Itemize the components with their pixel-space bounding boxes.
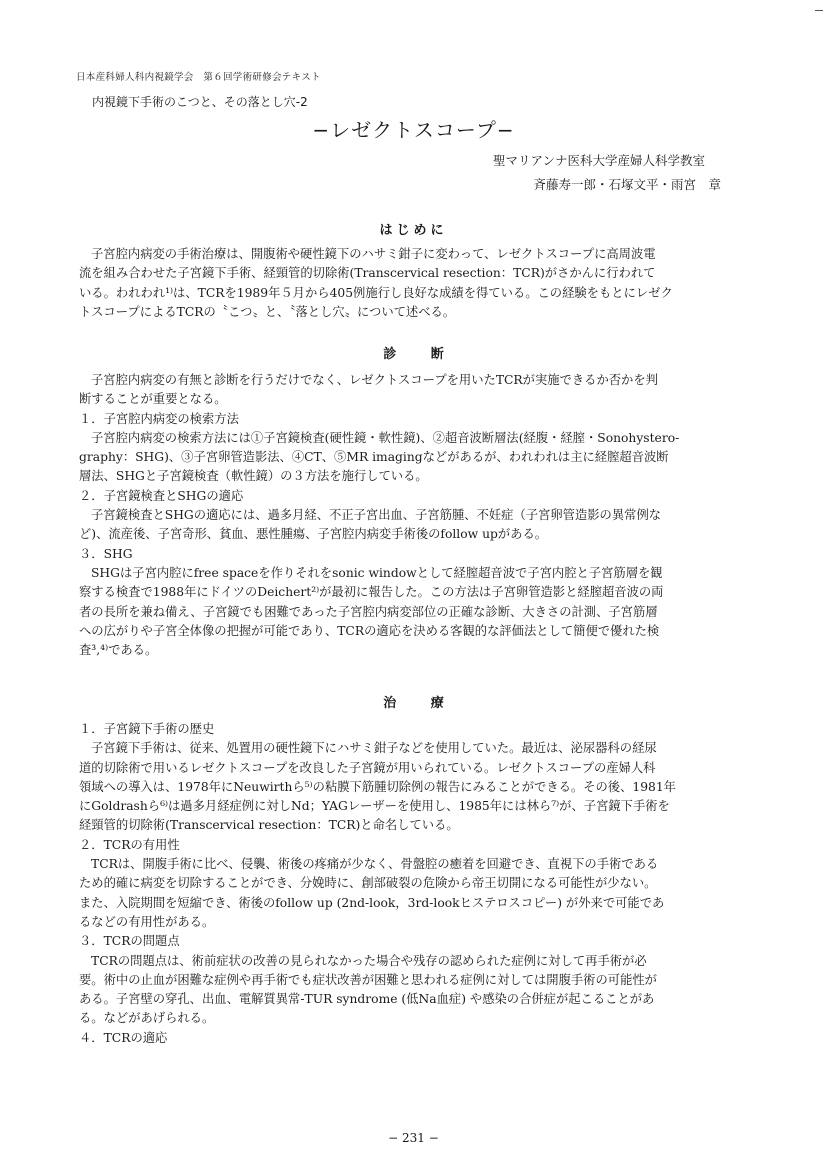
intro-paragraph bbox=[79, 245, 747, 322]
treatment-paragraph bbox=[79, 720, 747, 1048]
text-line: TCRは、開腹手術に比べ、侵襲、術後の疼痛が少なく、骨盤腔の癒着を回避でき、直視下の手術である bbox=[91, 857, 659, 872]
subsection-title: ３．SHG bbox=[79, 546, 133, 561]
section-heading-diagnosis: 診 断 bbox=[383, 347, 444, 362]
text-line: にGoldrashら⁶⁾は過多月経症例に対しNd；YAGレーザーを使用し、1985年には林ら⁷⁾が、子宮鏡下手術を bbox=[79, 799, 670, 814]
text-line: 断することが重要となる。 bbox=[79, 392, 227, 407]
text-line: 者の長所を兼ね備え、子宮鏡でも困難であった子宮腔内病変部位の正確な診断、大きさの計測、子宮筋層 bbox=[79, 604, 658, 619]
text-line: 要。術中の止血が困難な症例や再手術でも症状改善が困難と思われる症例に対しては開腹手術の可能性が bbox=[79, 972, 657, 987]
subsection-title: ２．TCRの有用性 bbox=[79, 837, 180, 852]
series-title: 内視鏡下手術のこつと、その落とし穴-2 bbox=[92, 95, 308, 109]
society-header: 日本産科婦人科内視鏡学会 第６回学術研修会テキスト bbox=[76, 72, 321, 83]
text-line: 査³,⁴⁾である。 bbox=[79, 643, 158, 658]
text-line: 子宮腔内病変の有無と診断を行うだけでなく、レゼクトスコープを用いたTCRが実施できるか否かを判 bbox=[91, 373, 658, 387]
text-line: 子宮腔内病変の検索方法には①子宮鏡検査(硬性鏡・軟性鏡)、②超音波断層法(経腹・経膣・Sonohystero- bbox=[91, 430, 680, 445]
text-line: 経頸管的切除術(Transcervical resection：TCR)と命名している。 bbox=[79, 818, 459, 833]
margin-mark bbox=[815, 10, 823, 11]
subsection-title: １．子宮腔内病変の検索方法 bbox=[79, 411, 239, 426]
text-line: 察する検査で1988年にドイツのDeichert²⁾が最初に報告した。この方法は子宮卵管造影と経膣超音波の両 bbox=[79, 585, 664, 600]
text-line: 層法、SHGと子宮鏡検査（軟性鏡）の３方法を施行している。 bbox=[79, 469, 428, 484]
text-line: ど)、流産後、子宮奇形、貧血、悪性腫瘍、子宮腔内病変手術後のfollow upがある。 bbox=[79, 527, 548, 542]
subsection-title: ２．子宮鏡検査とSHGの適応 bbox=[79, 488, 244, 503]
text-line: 領域への導入は、1978年にNeuwirthら⁵⁾の粘膜下筋腫切除例の報告にみることができる。その後、1981年 bbox=[79, 779, 676, 794]
text-line: ため的確に病変を切除することができ、分娩時に、創部破裂の危険から帝王切開になる可能性が少ない。 bbox=[79, 876, 657, 891]
authors: 斉藤寿一郎・石塚文平・雨宮 章 bbox=[533, 177, 721, 192]
text-line: 道的切除術で用いるレゼクトスコープを改良した子宮鏡が用いられている。レゼクトスコープの産婦人科 bbox=[79, 760, 656, 775]
text-line: SHGは子宮内腔にfree spaceを作りそれをsonic windowとして経膣超音波で子宮内腔と子宮筋層を観 bbox=[91, 565, 663, 580]
subsection-title: ３．TCRの問題点 bbox=[79, 934, 180, 949]
section-heading-treatment: 治 療 bbox=[383, 696, 444, 711]
text-line: graphy：SHG)、③子宮卵管造影法、④CT、⑤MR imagingなどがあるが、われわれは主に経膣超音波断 bbox=[79, 450, 669, 465]
text-line: 流を組み合わせた子宮鏡下手術、経頸管的切除術(Transcervical resection：TCR)がさかんに行われて bbox=[79, 266, 656, 281]
subsection-title: １．子宮鏡下手術の歴史 bbox=[79, 722, 215, 736]
subsection-title: ４．TCRの適応 bbox=[79, 1030, 168, 1045]
text-line: 子宮腔内病変の手術治療は、開腹術や硬性鏡下のハサミ鉗子に変わって、レゼクトスコープに高周波電 bbox=[91, 247, 656, 261]
text-line: るなどの有用性がある。 bbox=[79, 914, 215, 929]
text-line: ある。子宮壁の穿孔、出血、電解質異常-TUR syndrome (低Na血症) や感染の合併症が起こることがあ bbox=[79, 992, 655, 1007]
page-number: − 231 − bbox=[388, 1131, 439, 1145]
text-line: トスコープによるTCRの〝こつ〟と、〝落とし穴〟について述べる。 bbox=[79, 304, 456, 319]
text-line: 子宮鏡検査とSHGの適応には、過多月経、不正子宮出血、子宮筋腫、不妊症（子宮卵管造影の異常例な bbox=[91, 508, 662, 523]
text-line: 子宮鏡下手術は、従来、処置用の硬性鏡下にハサミ鉗子などを使用していた。最近は、泌尿器科の経尿 bbox=[91, 741, 657, 756]
affiliation: 聖マリアンナ医科大学産婦人科学教室 bbox=[492, 153, 705, 168]
section-heading-intro: はじめに bbox=[379, 223, 448, 238]
text-line: また、入院期間を短縮でき、術後のfollow up (2nd-look，3rd-lookヒステロスコピー) が外来で可能であ bbox=[79, 895, 665, 910]
text-line: への広がりや子宮全体像の把握が可能であり、TCRの適応を決める客観的な評価法として簡便で優れた検 bbox=[79, 623, 660, 638]
diagnosis-paragraph bbox=[79, 371, 747, 660]
text-line: いる。われわれ¹⁾は、TCRを1989年５月から405例施行し良好な成績を得ている。この経験をもとにレゼク bbox=[79, 285, 673, 300]
page-title: −レゼクトスコープ− bbox=[312, 118, 515, 142]
text-line: る。などがあげられる。 bbox=[79, 1011, 215, 1026]
text-line: TCRの問題点は、術前症状の改善の見られなかった場合や残存の認められた症例に対して再手術が必 bbox=[91, 953, 647, 968]
